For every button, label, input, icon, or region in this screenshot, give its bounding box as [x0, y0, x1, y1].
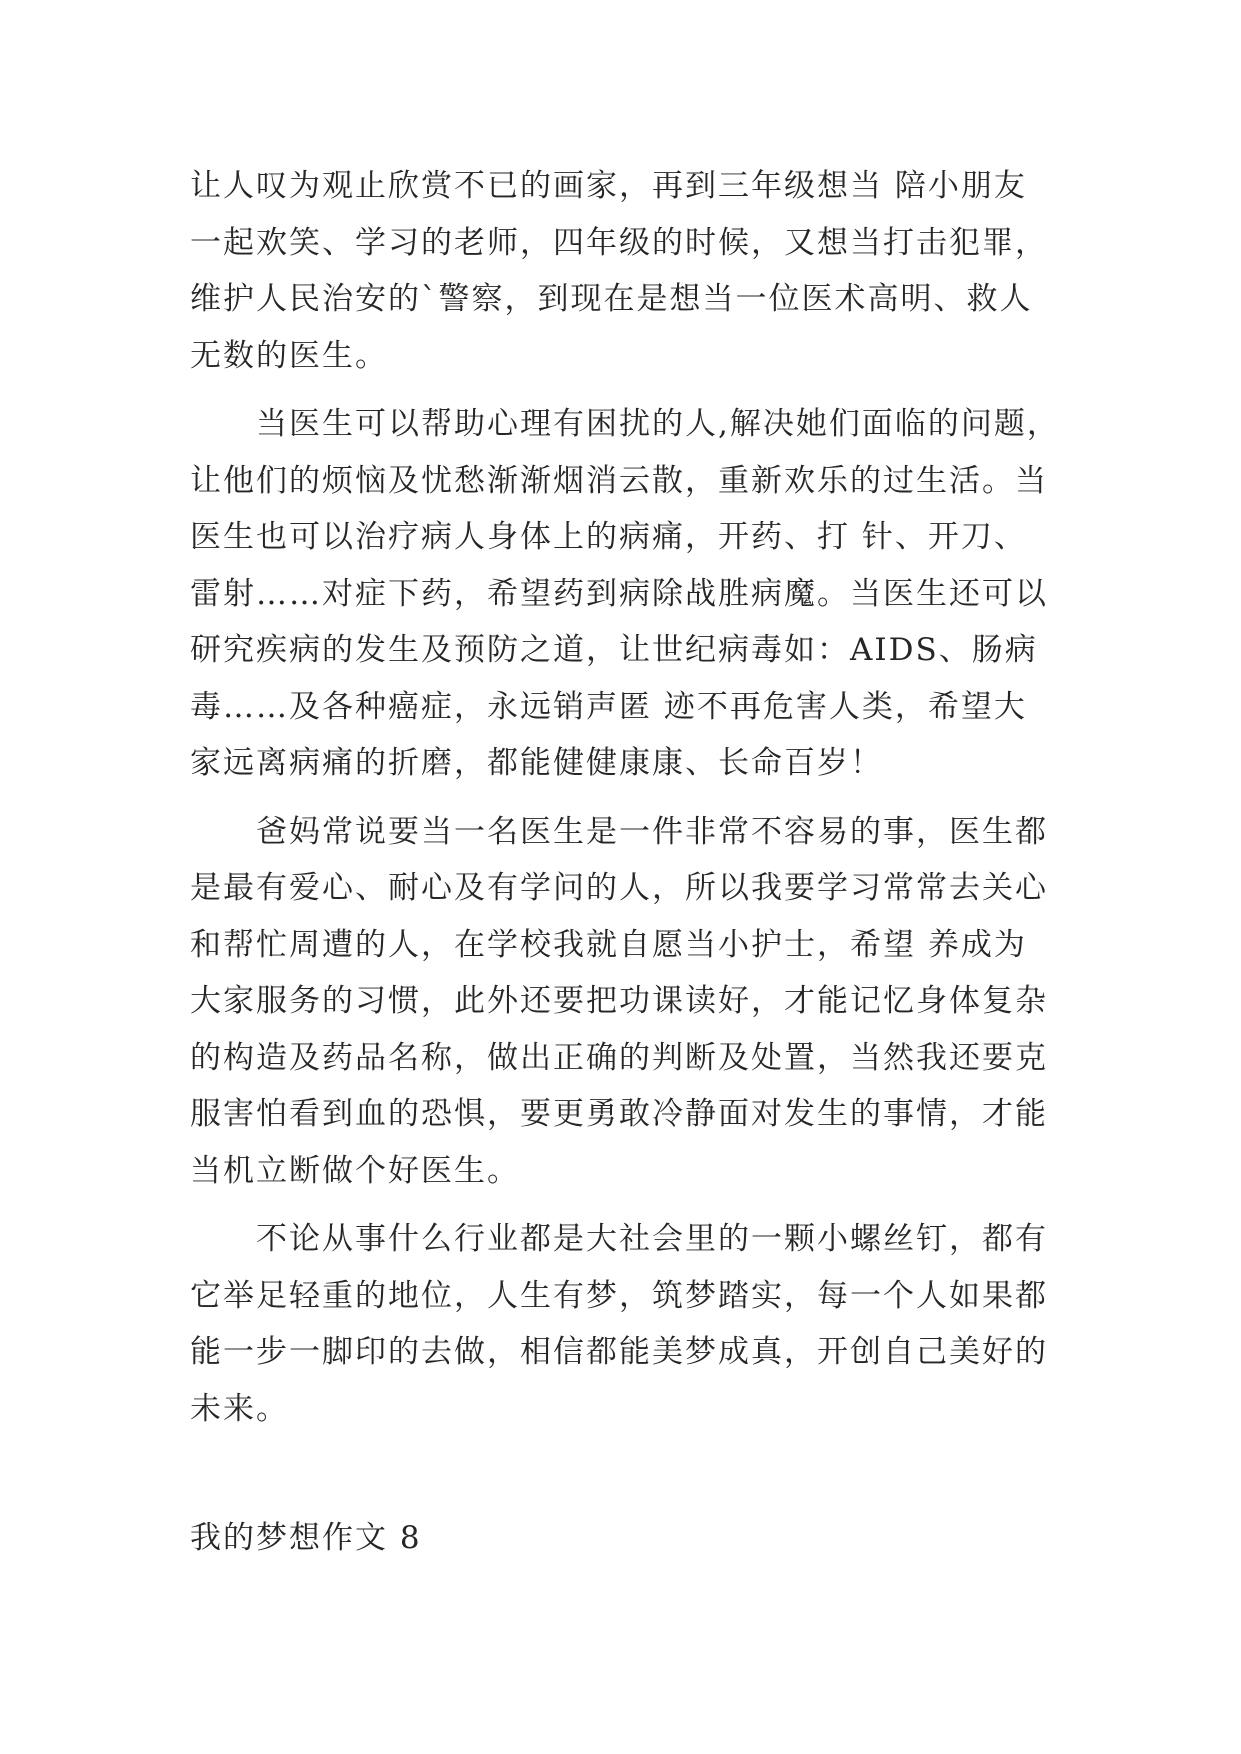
text-line: 无数的医生。: [190, 337, 388, 374]
text-line: 当机立断做个好医生。: [190, 1152, 520, 1189]
text-line: 毒……及各种癌症，永远销声匿 迹不再危害人类，希望大: [190, 688, 1027, 725]
text-line: 让人叹为观止欣赏不已的画家，再到三年级想当 陪小朋友: [190, 168, 1027, 204]
text-line: 大家服务的习惯，此外还要把功课读好，才能记忆身体复杂: [190, 983, 1048, 1019]
text-line: 的构造及药品名称，做出正确的判断及处置，当然我还要克: [190, 1039, 1048, 1076]
text-line: 和帮忙周遭的人，在学校我就自愿当小护士，希望 养成为: [190, 926, 1027, 963]
text-line: 维护人民治安的`警察，到现在是想当一位医术高明、救人: [190, 281, 1033, 317]
paragraph-3: [190, 804, 1070, 1200]
text-line: 家远离病痛的折磨，都能健健康康、长命百岁！: [190, 745, 883, 781]
section-heading: 我的梦想作文 8: [190, 1520, 422, 1556]
paragraph-4: [190, 1211, 1070, 1437]
text-line: 医生也可以治疗病人身体上的病痛，开药、打 针、开刀、: [190, 519, 1027, 555]
text-line: 服害怕看到血的恐惧，要更勇敢冷静面对发生的事情，才能: [190, 1096, 1048, 1132]
text-line: 爸妈常说要当一名医生是一件非常不容易的事，医生都: [256, 813, 1048, 850]
paragraph-1: [190, 158, 1070, 384]
text-line: 当医生可以帮助心理有困扰的人,解决她们面临的问题，: [256, 406, 1060, 442]
text-line: 不论从事什么行业都是大社会里的一颗小螺丝钉，都有: [256, 1221, 1048, 1257]
text-line: 未来。: [190, 1390, 289, 1427]
paragraph-2: [190, 396, 1070, 792]
text-line: 能一步一脚印的去做，相信都能美梦成真，开创自己美好的: [190, 1334, 1048, 1370]
text-line: 让他们的烦恼及忧愁渐渐烟消云散，重新欢乐的过生活。当: [190, 462, 1048, 499]
text-line: 一起欢笑、学习的老师，四年级的时候，又想当打击犯罪，: [190, 224, 1048, 261]
text-line: 它举足轻重的地位，人生有梦，筑梦踏实，每一个人如果都: [190, 1277, 1048, 1314]
text-line: 是最有爱心、耐心及有学问的人，所以我要学习常常去关心: [190, 870, 1048, 906]
essay-body: [190, 158, 1070, 1437]
text-line: 雷射……对症下药，希望药到病除战胜病魔。当医生还可以: [190, 575, 1048, 612]
text-line: 研究疾病的发生及预防之道，让世纪病毒如：AIDS、肠病: [190, 632, 1038, 668]
